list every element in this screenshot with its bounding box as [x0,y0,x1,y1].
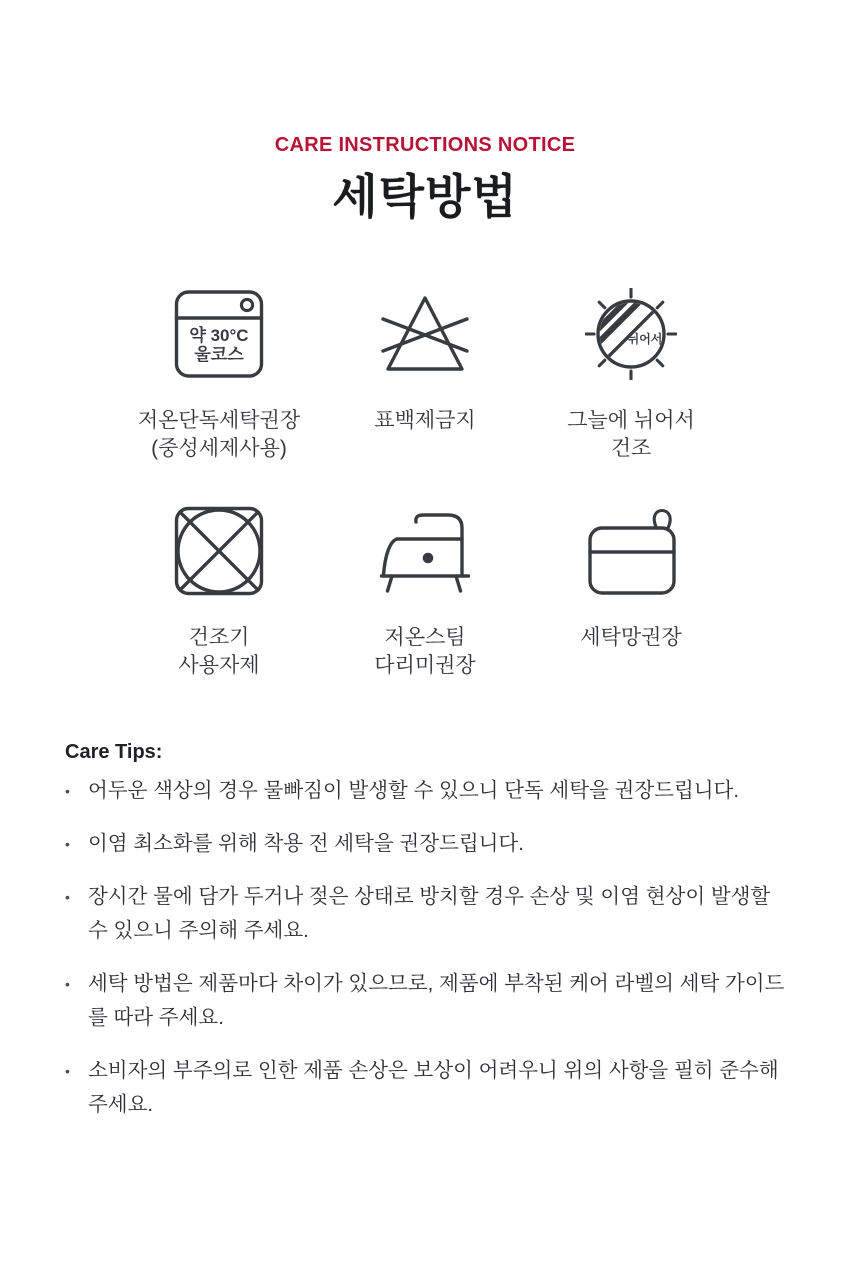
care-tip-item [65,1054,795,1122]
wash-temp-text: 약 30°C [189,326,249,345]
symbol-label: 그늘에 뉘어서 건조 [567,409,695,460]
symbol-label: 저온스팀 다리미권장 [374,626,476,677]
care-symbol-laundry-net [528,505,734,680]
care-tips-heading: Care Tips: [65,741,163,763]
bullet-marker: • [65,783,70,799]
care-tips-section [65,738,795,1122]
symbol-label: 세탁망권장 [580,626,682,649]
symbol-label: 표백제금지 [374,409,476,432]
symbol-label: 저온단독세탁권장 (중성세제사용) [137,409,301,460]
eyebrow-heading: CARE INSTRUCTIONS NOTICE [274,134,576,156]
care-symbol-machine-wash [116,288,322,463]
page-title: 세탁방법 [332,170,518,223]
bullet-marker: • [65,836,70,852]
no-bleach-icon [379,288,471,380]
care-tip-item [65,967,795,1035]
care-tip-text: 장시간 물에 담가 두거나 젖은 상태로 방치할 경우 손상 및 이염 현상이 발생할 수 있으니 주의해 주세요. [88,885,771,942]
care-symbol-no-tumble-dry [116,505,322,680]
wool-course-text: 울코스 [194,345,244,364]
lay-flat-text: 뉘어서 [627,332,663,346]
care-tip-item [65,880,795,948]
symbol-label: 건조기 사용자제 [178,626,260,677]
care-symbol-no-bleach [322,288,528,463]
bullet-marker: • [65,976,70,992]
low-steam-iron-icon [379,505,471,597]
care-symbol-shade-dry [528,288,734,463]
care-symbol-steam-iron [322,505,528,680]
washing-machine-30c-icon [173,288,265,380]
care-tip-text: 소비자의 부주의로 인한 제품 손상은 보상이 어려우니 위의 사항을 필히 준수해 주세요. [88,1059,779,1116]
no-tumble-dry-icon [173,505,265,597]
care-symbol-grid [116,288,734,680]
laundry-net-icon [585,505,677,597]
care-tip-item [65,827,795,861]
care-tip-text: 이염 최소화를 위해 착용 전 세탁을 권장드립니다. [88,832,524,855]
dry-flat-in-shade-icon [585,288,677,380]
bullet-marker: • [65,1063,70,1079]
care-tips-list [65,774,795,1122]
care-tip-text: 어두운 색상의 경우 물빠짐이 발생할 수 있으니 단독 세탁을 권장드립니다. [88,779,740,802]
bullet-marker: • [65,889,70,905]
care-tip-text: 세탁 방법은 제품마다 차이가 있으므로, 제품에 부착된 케어 라벨의 세탁 가이드를 따라 주세요. [88,972,785,1029]
care-tip-item [65,774,795,808]
